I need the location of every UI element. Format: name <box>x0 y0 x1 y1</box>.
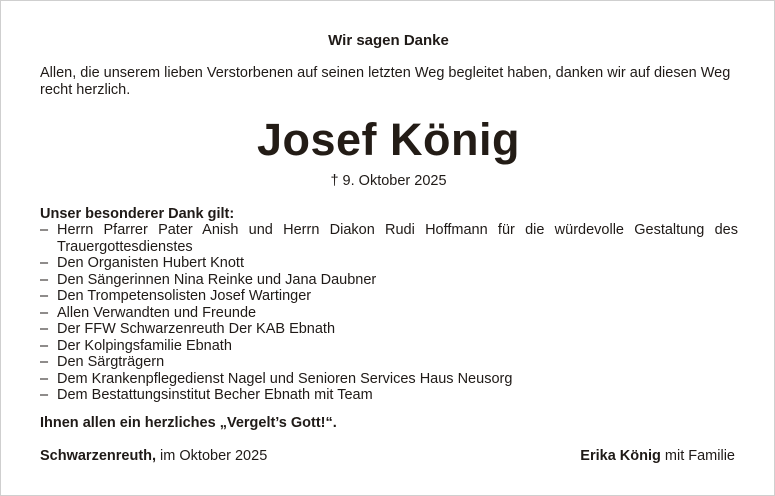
death-date: † 9. Oktober 2025 <box>330 173 447 189</box>
list-item <box>40 255 738 272</box>
footer-signature <box>580 448 735 464</box>
closing-text: Ihnen allen ein herzliches „Vergelt’s Gott!“. <box>40 415 337 431</box>
footer-signer: Erika König <box>580 448 661 464</box>
list-item-text: Den Trompetensolisten Josef Wartinger <box>57 288 312 304</box>
list-item-text: Dem Krankenpflegedienst Nagel und Senioren Services Haus Neusorg <box>57 370 513 387</box>
list-item-text: Den Sängerinnen Nina Reinke und Jana Daubner <box>57 271 377 288</box>
thanks-title: Unser besonderer Dank gilt: <box>40 206 235 222</box>
list-item-text: Dem Bestattungsinstitut Becher Ebnath mit Team <box>57 387 373 403</box>
footer-place-date <box>40 448 267 464</box>
list-item <box>40 288 738 305</box>
footer-place: Schwarzenreuth, <box>40 448 157 464</box>
list-item <box>40 305 738 322</box>
dash: – <box>40 288 49 304</box>
list-item <box>40 222 738 255</box>
dash: – <box>40 255 49 271</box>
heading: Wir sagen Danke <box>328 32 449 49</box>
footer-signer-suffix: mit Familie <box>660 448 735 464</box>
dash: – <box>40 271 49 288</box>
list-item <box>40 387 738 404</box>
list-item <box>40 354 738 371</box>
dash: – <box>40 321 49 337</box>
list-item <box>40 272 738 289</box>
thanks-list <box>40 222 738 404</box>
list-item-text: Der FFW Schwarzenreuth Der KAB Ebnath <box>57 321 336 337</box>
dash: – <box>40 370 49 387</box>
list-item-text: Der Kolpingsfamilie Ebnath <box>57 337 232 354</box>
list-item <box>40 338 738 355</box>
dash: – <box>40 387 49 403</box>
dash: – <box>40 304 49 321</box>
list-item-text: Herrn Pfarrer Pater Anish und Herrn Diakon Rudi Hoffmann für die würdevolle Gestaltung des Trauergottesdienstes <box>57 222 738 255</box>
dash: – <box>40 354 49 370</box>
deceased-name: Josef König <box>256 114 521 165</box>
dash: – <box>40 222 49 238</box>
list-item-text: Allen Verwandten und Freunde <box>57 304 257 321</box>
list-item <box>40 321 738 338</box>
dash: – <box>40 337 49 354</box>
list-item-text: Den Särgträgern <box>57 354 165 370</box>
intro-text: Allen, die unserem lieben Verstorbenen auf seinen letzten Weg begleitet haben, danken wir auf diesen Weg recht herzlich. <box>40 65 731 98</box>
footer-date: im Oktober 2025 <box>156 448 268 464</box>
list-item <box>40 371 738 388</box>
list-item-text: Den Organisten Hubert Knott <box>57 255 244 271</box>
